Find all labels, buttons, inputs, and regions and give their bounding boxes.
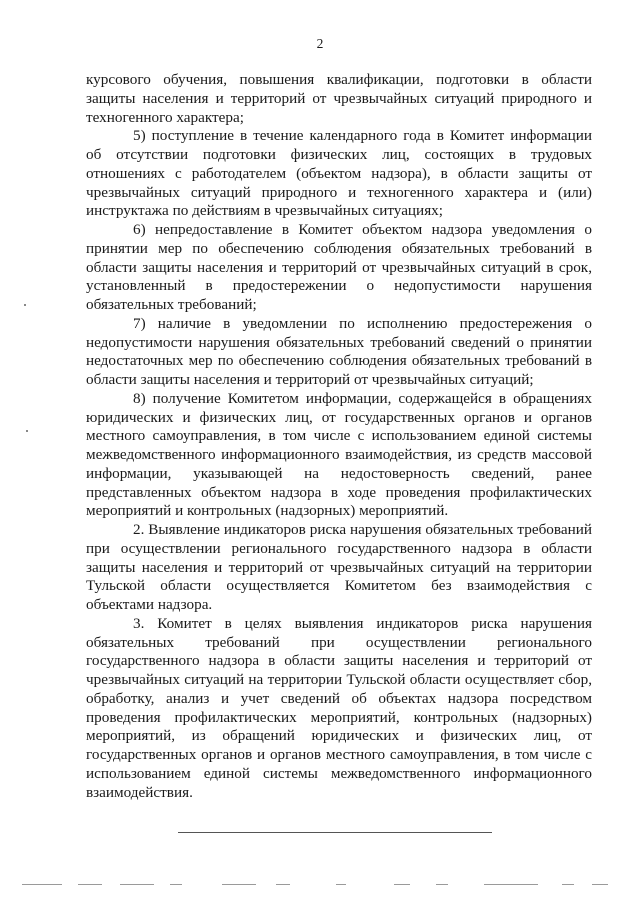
paragraph-item-6: 6) непредоставление в Комитет объектом надзора уведомления о принятии мер по обеспечению соблюдения обязательных требований в области защиты населения и территорий от чрезвычайных ситуаций в срок, установленный в предостережении о недопустимости нарушения обязательных требований; <box>86 221 592 313</box>
scan-footer-artifacts <box>0 884 640 886</box>
paragraph-continuation: курсового обучения, повышения квалификации, подготовки в области защиты населения и территорий от чрезвычайных ситуаций природного и техногенного характера; <box>86 71 592 126</box>
document-body <box>86 71 592 802</box>
paragraph-section-3: 3. Комитет в целях выявления индикаторов риска нарушения обязательных требований при осуществлении регионального государственного надзора в области защиты населения и территорий от чрезвычайных ситуаций на территории Тульской области осуществляет сбор, обработку, анализ и учет сведений об объектах надзора посредством проведения профилактических мероприятий, контрольных (надзорных) мероприятий, из обращений юридических и физических лиц, от государственных органов и органов местного самоуправления, в том числе с использованием единой системы межведомственного информационного взаимодействия. <box>86 614 592 801</box>
paragraph-item-5: 5) поступление в течение календарного года в Комитет информации об отсутствии подготовки физических лиц, состоящих в трудовых отношениях с работодателем (объектом надзора), в области защиты от чрезвычайных ситуаций природного и техногенного характера и (или) инструктажа по действиям в чрезвычайных ситуациях; <box>86 127 592 220</box>
paragraph-item-8: 8) получение Комитетом информации, содержащейся в обращениях юридических и физических лиц, от государственных органов и органов местного самоуправления, в том числе с использованием единой системы межведомственного информационного взаимодействия, из средств массовой информации, указывающей на недостоверность сведений, ранее представленных объектом надзора в ходе проведения профилактических мероприятий и контрольных (надзорных) мероприятий. <box>86 389 592 520</box>
scan-margin-mark <box>26 430 28 432</box>
scan-margin-mark <box>24 304 26 306</box>
page-number: 2 <box>316 36 324 51</box>
paragraph-section-2: 2. Выявление индикаторов риска нарушения обязательных требований при осуществлении регионального государственного надзора в области защиты населения и территорий от чрезвычайных ситуаций на территории Тульской области осуществляется Комитетом без взаимодействия с объектами надзора. <box>86 521 592 613</box>
paragraph-item-7: 7) наличие в уведомлении по исполнению предостережения о недопустимости нарушения обязательных требований сведений о принятии недостаточных мер по обеспечению соблюдения обязательных требований в области защиты населения и территорий от чрезвычайных ситуаций; <box>86 314 592 388</box>
end-of-text-rule <box>178 832 492 833</box>
